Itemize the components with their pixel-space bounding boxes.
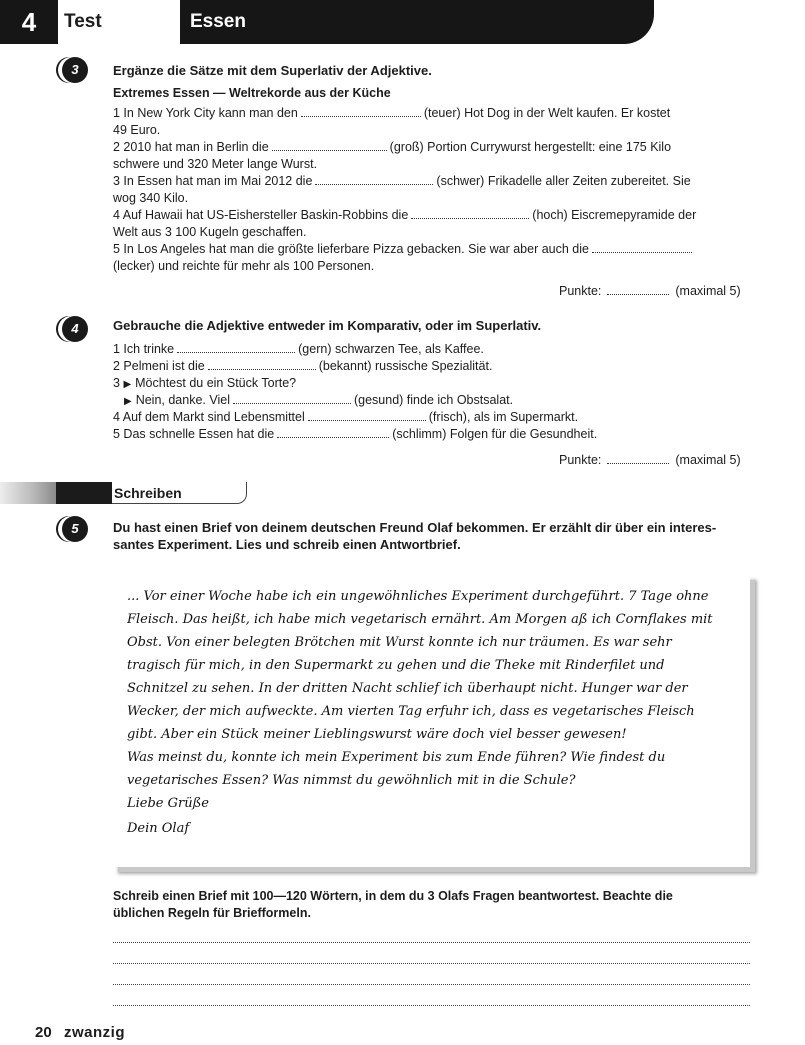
ex4-line-3: 3 ▶ Möchtest du ein Stück Torte? [113, 376, 297, 390]
answer-blank[interactable] [208, 360, 316, 370]
arrow-right-icon: ▶ [123, 379, 132, 390]
answer-blank[interactable] [301, 107, 421, 117]
answer-blank[interactable] [592, 243, 692, 253]
letter-line: Wecker, der mich aufweckte. Am vierten Tag erfuhr ich, dass es vegetarisches Fleisch [127, 704, 695, 719]
answer-blank[interactable] [411, 209, 529, 219]
exercise-5-badge: 5 [62, 516, 88, 542]
arrow-right-icon: ▶ [124, 396, 132, 407]
answer-blank[interactable] [233, 394, 351, 404]
exercise-3-badge: 3 [62, 57, 88, 83]
ex3-line-3b: wog 340 Kilo. [113, 191, 189, 205]
exercise-4-badge: 4 [62, 316, 88, 342]
ex4-line-3b: ▶ Nein, danke. Viel (gesund) finde ich Obstsalat. [124, 393, 514, 407]
ex3-line-5: 5 In Los Angeles hat man die größte lieferbare Pizza gebacken. Sie war aber auch die [113, 241, 695, 258]
answer-blank[interactable] [277, 428, 389, 438]
ex3-line-3: 3 In Essen hat man im Mai 2012 die (schwer) Frikadelle aller Zeiten zubereitet. Sie [113, 174, 691, 188]
ex3-line-1b: 49 Euro. [113, 123, 161, 137]
test-label: Test [58, 0, 178, 44]
letter-line: vegetarisches Essen? Was nimmst du gewöhnlich mit in die Schule? [127, 773, 576, 788]
ex4-line-5: 5 Das schnelle Essen hat die (schlimm) Folgen für die Gesundheit. [113, 427, 598, 441]
ex3-line-4: 4 Auf Hawaii hat US-Eishersteller Baskin-Robbins die (hoch) Eiscremepyramide der [113, 208, 697, 222]
letter-line: Schnitzel zu sehen. In der dritten Nacht schlief ich überhaupt nicht. Hunger war der [127, 681, 688, 696]
letter-signature: Dein Olaf [127, 821, 190, 836]
ex3-line-1: 1 In New York City kann man den (teuer) Hot Dog in der Welt kaufen. Er kostet [113, 106, 671, 120]
page-number-word: zwanzig [64, 1024, 126, 1041]
letter-line: gibt. Aber ein Stück meiner Lieblingswurst wäre doch viel besser gewesen! [127, 727, 627, 742]
answer-blank[interactable] [177, 343, 295, 353]
section-title: Schreiben [112, 482, 247, 504]
ex3-line-2b: schwere und 320 Meter lange Wurst. [113, 157, 318, 171]
writing-line[interactable] [113, 942, 750, 943]
ex3-line-2: 2 2010 hat man in Berlin die (groß) Portion Currywurst hergestellt: eine 175 Kilo [113, 140, 672, 154]
letter-line: Was meinst du, konnte ich mein Experiment bis zum Ende führen? Wie findest du [127, 750, 666, 765]
exercise-4-instruction: Gebrauche die Adjektive entweder im Komparativ, oder im Superlativ. [113, 318, 542, 333]
ex3-line-5b: (lecker) und reichte für mehr als 100 Personen. [113, 259, 375, 273]
letter-greeting: Liebe Grüße [127, 796, 209, 811]
answer-blank[interactable] [315, 175, 433, 185]
exercise-3-subtitle: Extremes Essen — Weltrekorde aus der Küche [113, 86, 391, 100]
answer-blank[interactable] [308, 411, 426, 421]
points-blank[interactable] [607, 285, 669, 295]
writing-task-1: Schreib einen Brief mit 100—120 Wörtern, in dem du 3 Olafs Fragen beantwortest. Beachte die [113, 889, 673, 903]
ex4-line-1: 1 Ich trinke (gern) schwarzen Tee, als Kaffee. [113, 342, 484, 356]
exercise-5-instruction-1: Du hast einen Brief von deinem deutschen Freund Olaf bekommen. Er erzählt dir über ein interes- [113, 520, 717, 535]
ex4-points: Punkte: (maximal 5) [559, 453, 741, 467]
chapter-title: Essen [180, 0, 654, 44]
unit-number: 4 [0, 0, 58, 44]
letter-box [113, 575, 750, 867]
ex3-line-4b: Welt aus 3 100 Kugeln geschaffen. [113, 225, 307, 239]
writing-line[interactable] [113, 1005, 750, 1006]
exercise-3-instruction: Ergänze die Sätze mit dem Superlativ der Adjektive. [113, 63, 432, 78]
letter-line: Obst. Von einer belegten Brötchen mit Wurst konnte ich nur träumen. Es war sehr [127, 635, 672, 650]
ex4-line-2: 2 Pelmeni ist die (bekannt) russische Spezialität. [113, 359, 493, 373]
points-blank[interactable] [607, 454, 669, 464]
answer-blank[interactable] [272, 141, 387, 151]
section-band-gradient [0, 482, 56, 504]
writing-line[interactable] [113, 963, 750, 964]
writing-line[interactable] [113, 984, 750, 985]
ex4-line-4: 4 Auf dem Markt sind Lebensmittel (frisch), als im Supermarkt. [113, 410, 579, 424]
letter-line: Fleisch. Das heißt, ich habe mich vegetarisch ernährt. Am Morgen aß ich Cornflakes mit [127, 612, 713, 627]
letter-line: tragisch für mich, in den Supermarkt zu gehen und die Theke mit Rinderfilet und [127, 658, 665, 673]
page-number: 20 [35, 1024, 52, 1041]
writing-task-2: üblichen Regeln für Briefformeln. [113, 906, 311, 920]
exercise-5-instruction-2: santes Experiment. Lies und schreib einen Antwortbrief. [113, 537, 461, 552]
section-band-dark [56, 482, 112, 504]
ex3-points: Punkte: (maximal 5) [559, 284, 741, 298]
letter-line: ... Vor einer Woche habe ich ein ungewöhnliches Experiment durchgeführt. 7 Tage ohne [127, 589, 709, 604]
